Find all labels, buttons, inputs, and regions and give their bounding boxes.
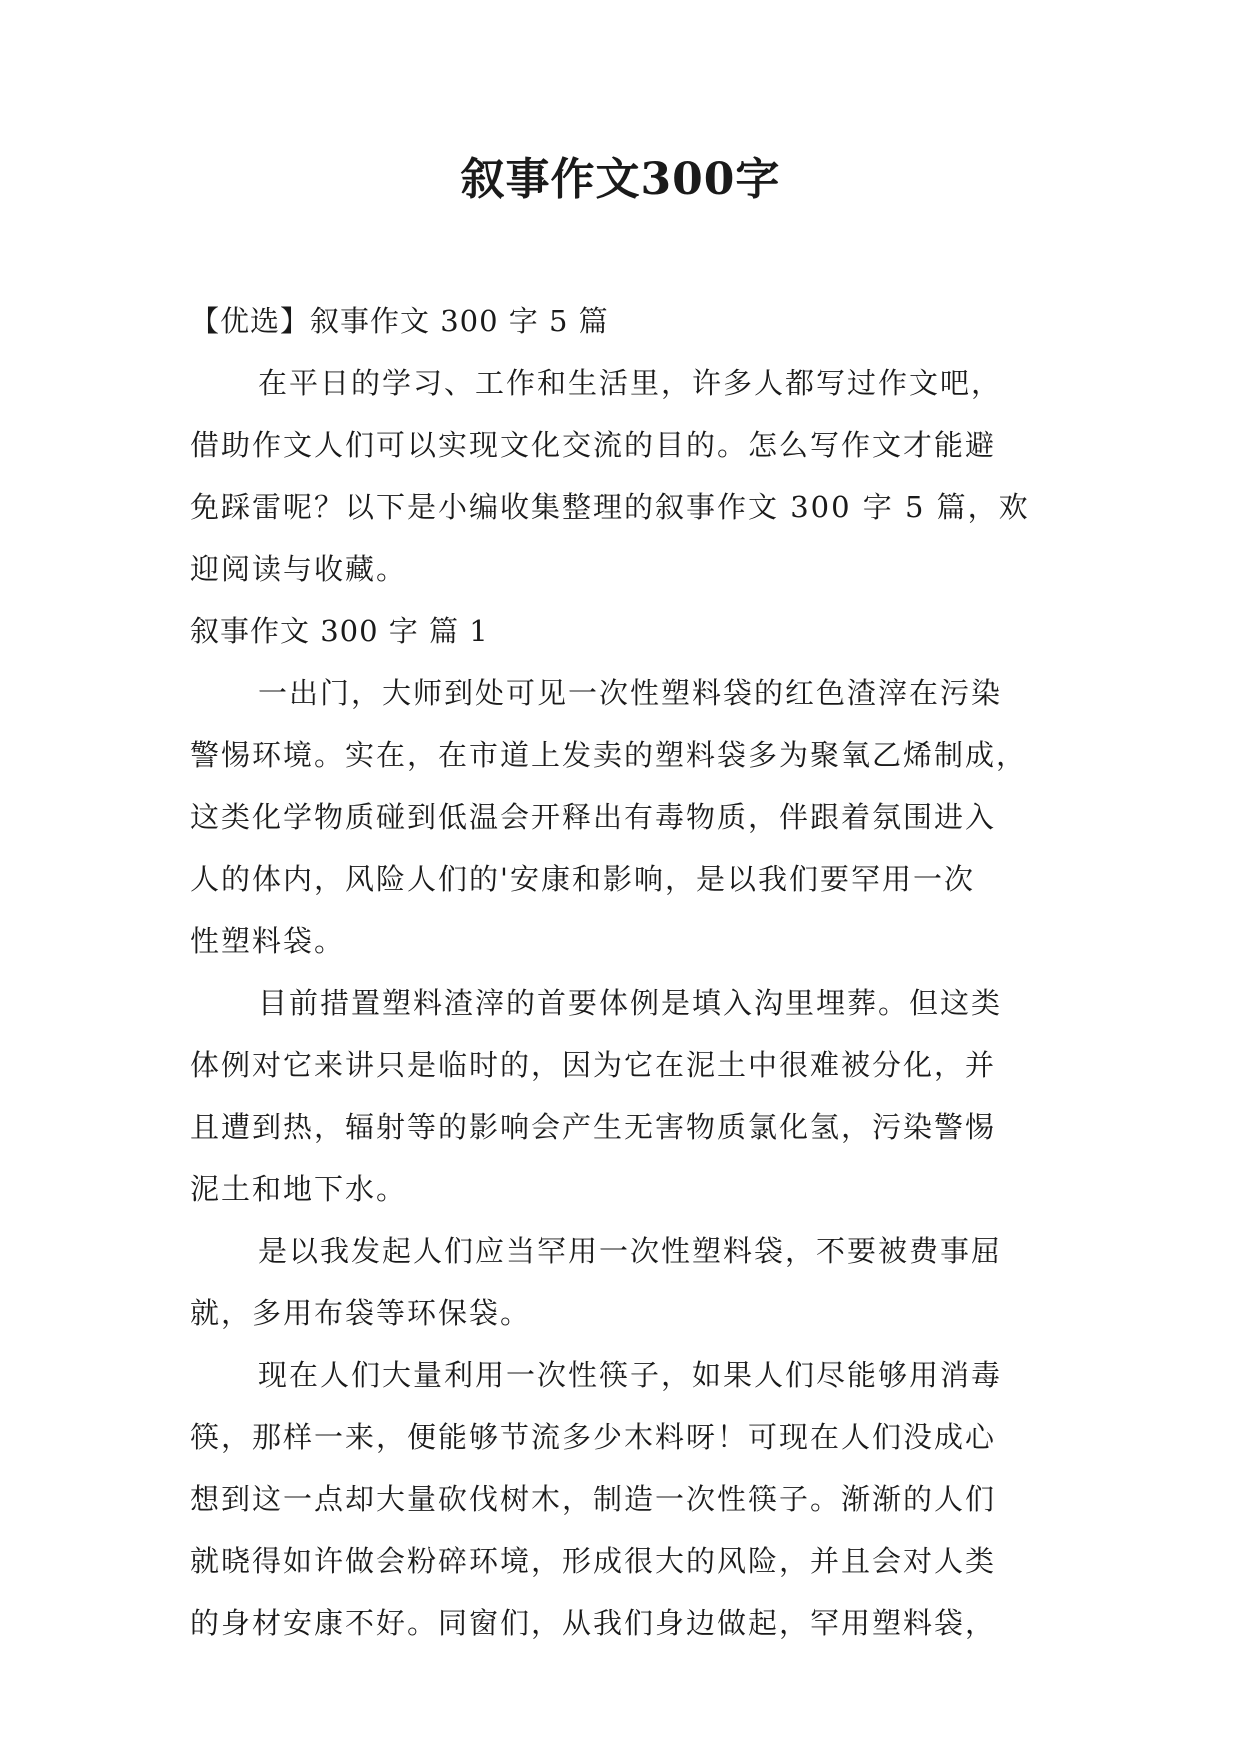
paragraph-line: 现在人们大量利用一次性筷子，如果人们尽能够用消毒 (258, 1358, 1003, 1392)
paragraph-line: 体例对它来讲只是临时的，因为它在泥土中很难被分化，并 (190, 1048, 997, 1082)
paragraph-line: 目前措置塑料渣滓的首要体例是填入沟里埋葬。但这类 (258, 986, 1003, 1020)
paragraph-line: 就晓得如许做会粉碎环境，形成很大的风险，并且会对人类 (190, 1544, 997, 1578)
paragraph-line: 是以我发起人们应当罕用一次性塑料袋，不要被费事屈 (258, 1234, 1003, 1268)
paragraph-line: 借助作文人们可以实现文化交流的目的。怎么写作文才能避 (190, 428, 997, 462)
document-title: 叙事作文300字 (460, 154, 781, 205)
section-heading: 【优选】叙事作文 300 字 5 篇 (190, 304, 609, 338)
paragraph-line: 就，多用布袋等环保袋。 (190, 1296, 532, 1330)
section-heading: 叙事作文 300 字 篇 1 (190, 614, 489, 648)
paragraph-line: 且遭到热，辐射等的影响会产生无害物质氯化氢，污染警惕 (190, 1110, 997, 1144)
paragraph-line: 泥土和地下水。 (190, 1172, 408, 1206)
paragraph-line: 一出门，大师到处可见一次性塑料袋的红色渣滓在污染 (258, 676, 1003, 710)
paragraph-line: 想到这一点却大量砍伐树木，制造一次性筷子。渐渐的人们 (190, 1482, 997, 1516)
paragraph-line: 这类化学物质碰到低温会开释出有毒物质，伴跟着氛围进入 (190, 800, 997, 834)
document-body (190, 290, 1052, 1654)
paragraph-line: 免踩雷呢？以下是小编收集整理的叙事作文 300 字 5 篇，欢 (190, 490, 1030, 524)
paragraph-line: 的身材安康不好。同窗们，从我们身边做起，罕用塑料袋， (190, 1606, 997, 1640)
paragraph-line: 筷，那样一来，便能够节流多少木料呀！可现在人们没成心 (190, 1420, 997, 1454)
paragraph-line: 性塑料袋。 (190, 924, 346, 958)
paragraph-line: 警惕环境。实在，在市道上发卖的塑料袋多为聚氧乙烯制成， (190, 738, 1028, 772)
paragraph-line: 迎阅读与收藏。 (190, 552, 408, 586)
paragraph-line: 在平日的学习、工作和生活里，许多人都写过作文吧， (258, 366, 1003, 400)
paragraph-line: 人的体内，风险人们的'安康和影响，是以我们要罕用一次 (190, 862, 975, 896)
